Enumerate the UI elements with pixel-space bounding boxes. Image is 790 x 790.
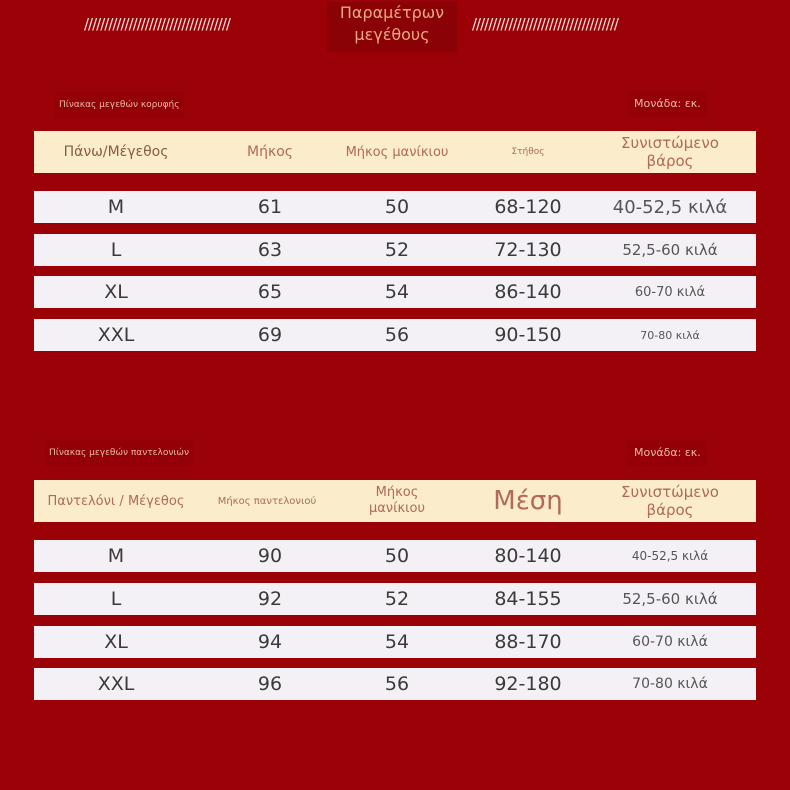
bottom-table-unit: Μονάδα: εκ.	[628, 440, 707, 466]
title-line-1: Παραμέτρων	[339, 3, 445, 22]
table-row	[34, 583, 756, 615]
header-cell: Συνιστώμενο βάρος	[621, 134, 719, 170]
size-cell: XL	[104, 631, 128, 653]
size-cell: L	[110, 588, 122, 610]
table-row	[34, 626, 756, 658]
bottom-table-caption: Πίνακας μεγεθών παντελονιών	[45, 440, 193, 466]
value-cell: 80-140	[494, 545, 562, 567]
header-cell: Πάνω/Μέγεθος	[63, 144, 169, 160]
weight-cell: 70-80 κιλά	[640, 328, 700, 342]
header-cell: Παντελόνι / Μέγεθος	[47, 493, 185, 509]
value-cell: 96	[257, 673, 283, 695]
weight-cell: 60-70 κιλά	[634, 284, 706, 300]
weight-cell: 40-52,5 κιλά	[631, 549, 709, 563]
value-cell: 54	[384, 281, 410, 303]
page-title	[327, 2, 457, 52]
table-row	[34, 276, 756, 308]
value-cell: 61	[257, 196, 283, 218]
table-row	[34, 191, 756, 223]
decorative-slashes-right: ////////////////////////////////////	[472, 15, 618, 33]
size-cell: XL	[104, 281, 128, 303]
weight-cell: 60-70 κιλά	[632, 634, 708, 650]
title-line-2: μεγέθους	[354, 25, 430, 44]
header-cell: Μήκος μανίκιου	[345, 144, 449, 160]
size-cell: M	[107, 545, 125, 567]
value-cell: 88-170	[494, 631, 562, 653]
table-row	[34, 234, 756, 266]
header-cell: Συνιστώμενο βάρος	[621, 483, 719, 519]
size-cell: M	[107, 196, 125, 218]
weight-cell: 70-80 κιλά	[632, 676, 708, 692]
value-cell: 86-140	[494, 281, 562, 303]
value-cell: 52	[384, 239, 410, 261]
weight-cell: 40-52,5 κιλά	[612, 196, 728, 218]
top-table-header	[34, 131, 756, 173]
value-cell: 50	[384, 545, 410, 567]
header-cell: Μέση	[493, 486, 563, 516]
value-cell: 72-130	[494, 239, 562, 261]
size-cell: L	[110, 239, 122, 261]
value-cell: 63	[257, 239, 283, 261]
table-row	[34, 540, 756, 572]
top-table-unit: Μονάδα: εκ.	[628, 91, 707, 117]
header-cell: Στήθος	[511, 147, 545, 157]
value-cell: 92-180	[494, 673, 562, 695]
value-cell: 90-150	[494, 324, 562, 346]
value-cell: 54	[384, 631, 410, 653]
decorative-slashes-left: ////////////////////////////////////	[84, 15, 230, 33]
value-cell: 84-155	[494, 588, 562, 610]
weight-cell: 52,5-60 κιλά	[622, 590, 718, 608]
value-cell: 56	[384, 324, 410, 346]
value-cell: 92	[257, 588, 283, 610]
value-cell: 65	[257, 281, 283, 303]
value-cell: 68-120	[494, 196, 562, 218]
header-cell: Μήκος	[247, 144, 293, 160]
size-cell: XXL	[97, 673, 135, 695]
header-cell: Μήκος μανίκιου	[368, 485, 426, 516]
weight-cell: 52,5-60 κιλά	[622, 241, 718, 259]
value-cell: 94	[257, 631, 283, 653]
value-cell: 52	[384, 588, 410, 610]
bottom-table-header	[34, 480, 756, 522]
table-row	[34, 319, 756, 351]
size-cell: XXL	[97, 324, 135, 346]
value-cell: 69	[257, 324, 283, 346]
value-cell: 56	[384, 673, 410, 695]
table-row	[34, 668, 756, 700]
value-cell: 50	[384, 196, 410, 218]
header-cell: Μήκος παντελονιού	[217, 495, 317, 507]
value-cell: 90	[257, 545, 283, 567]
top-table-caption: Πίνακας μεγεθών κορυφής	[55, 92, 184, 118]
